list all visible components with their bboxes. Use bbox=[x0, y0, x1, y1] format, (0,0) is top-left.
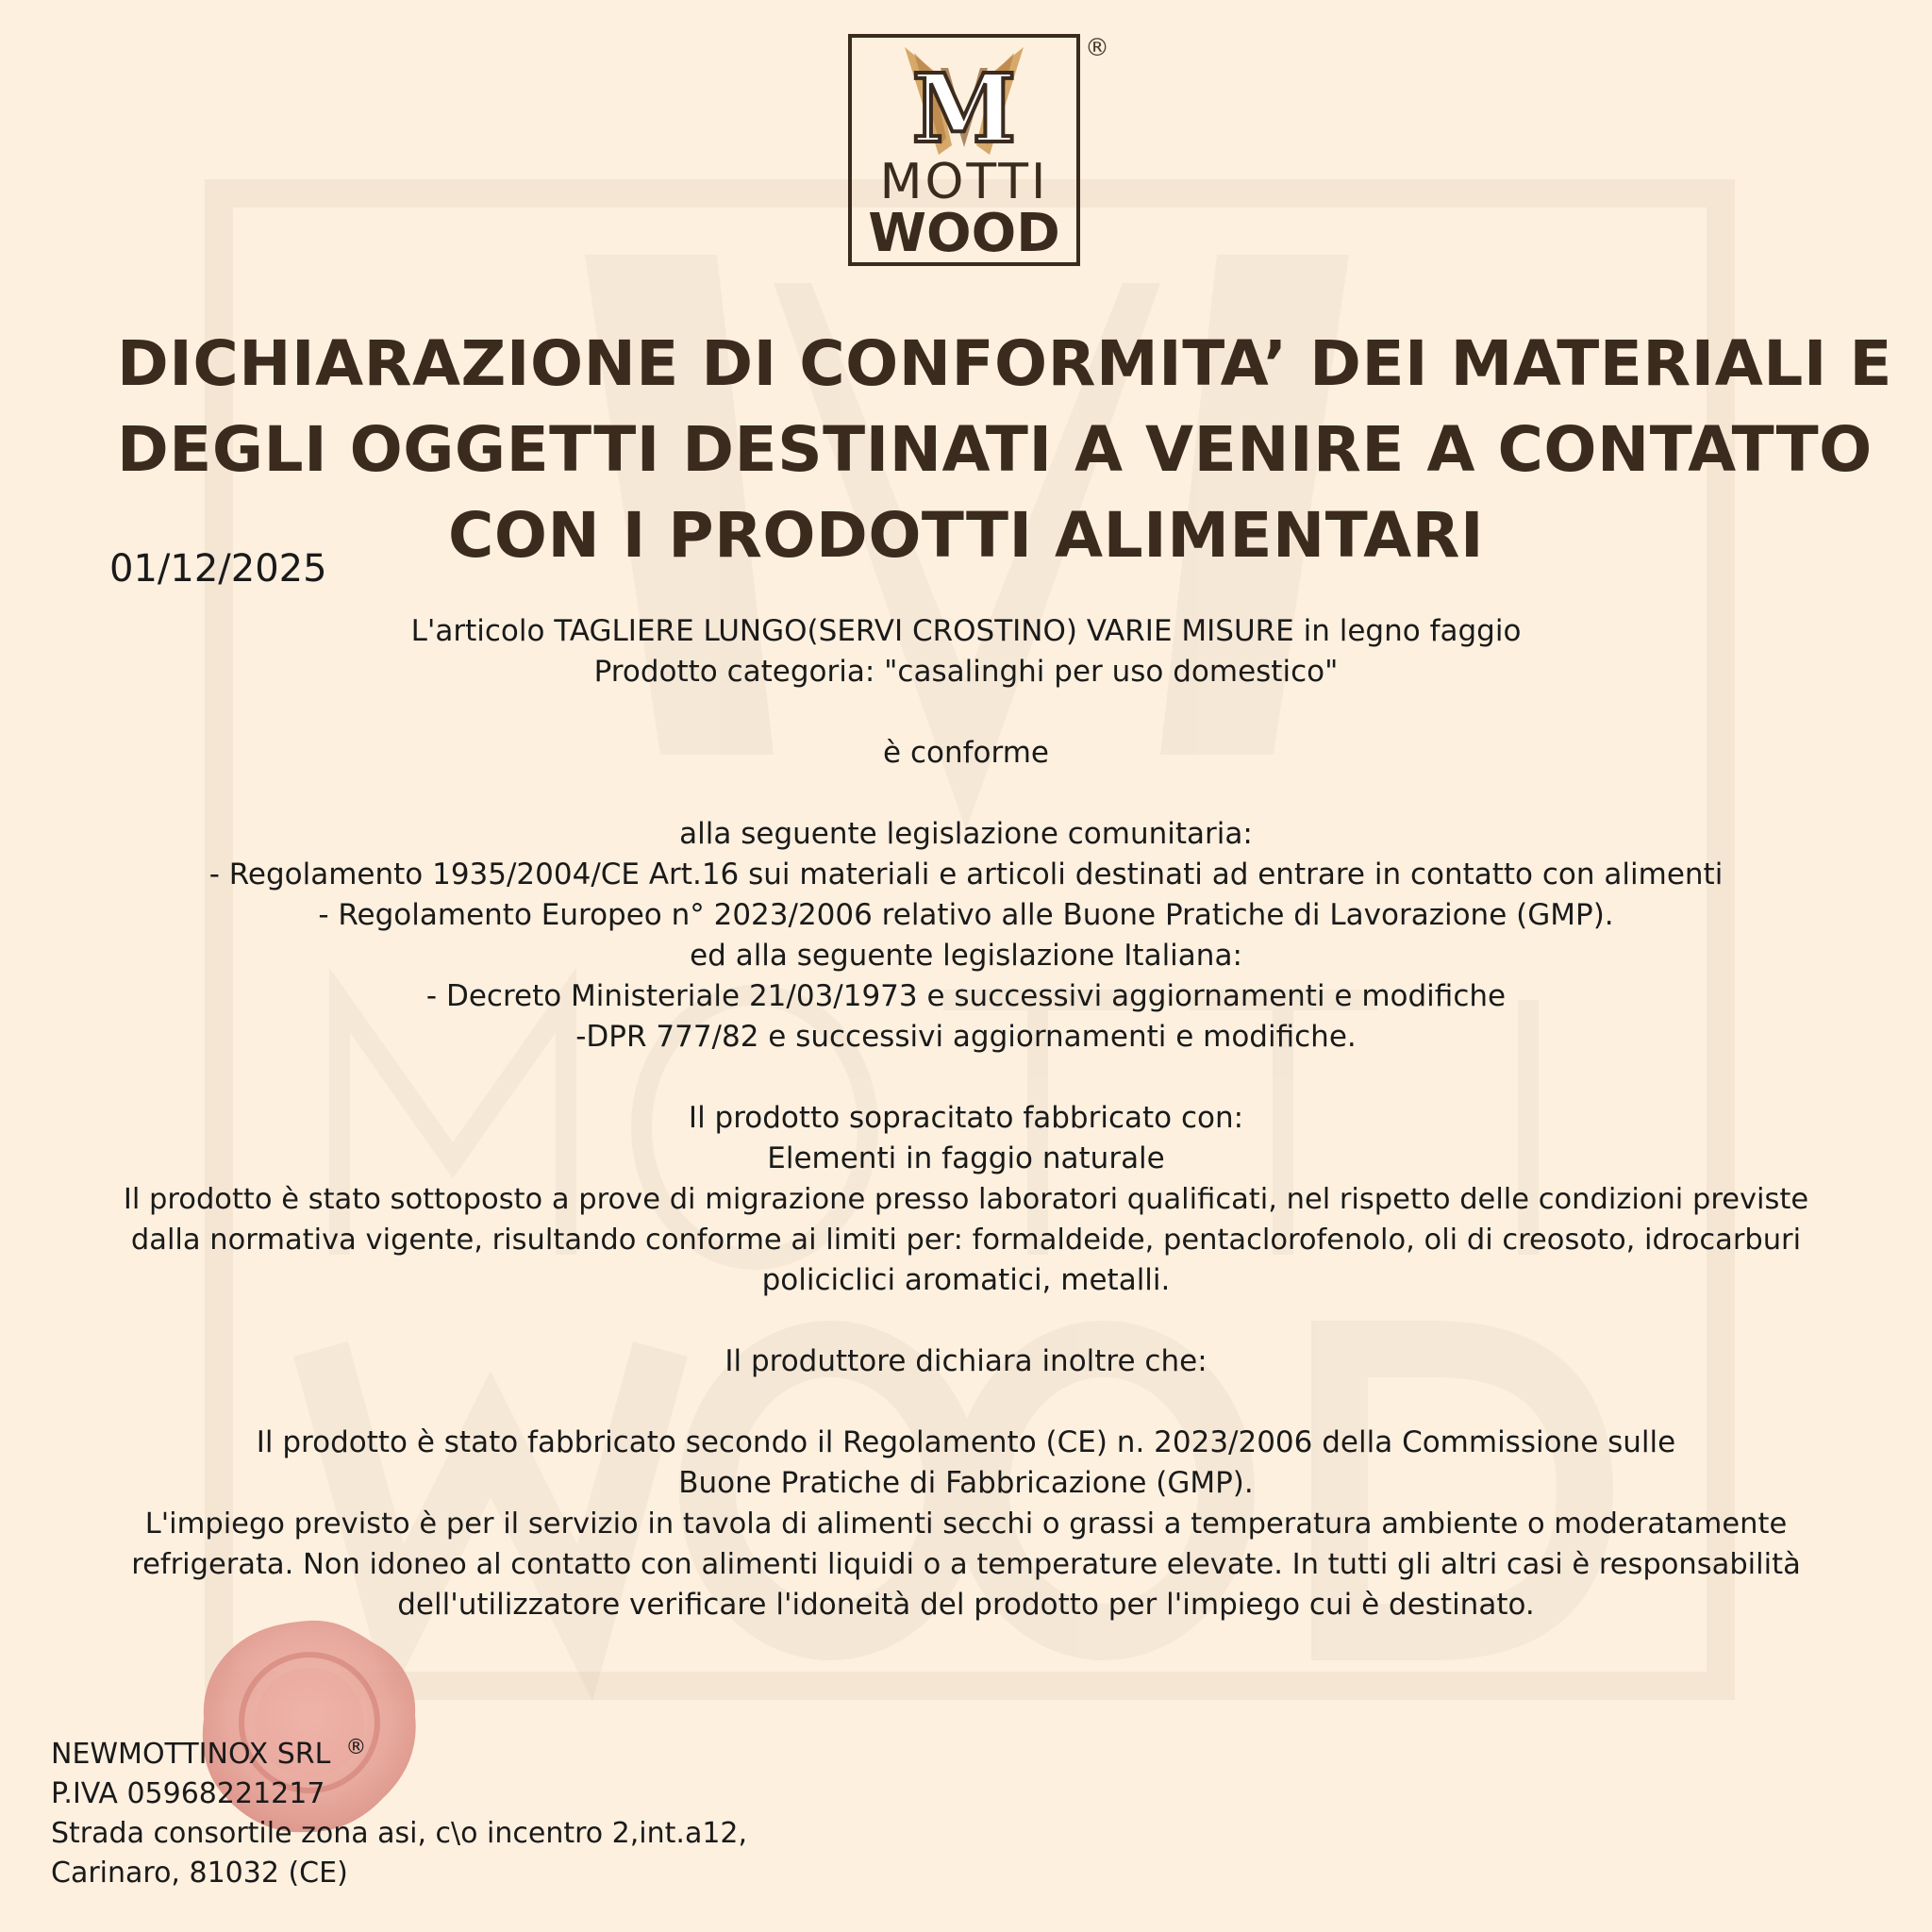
conformity-statement: è conforme bbox=[883, 736, 1049, 770]
eu-regulation-2: - Regolamento Europeo n° 2023/2006 relativo alle Buone Pratiche di Lavorazione (GMP). bbox=[318, 898, 1614, 932]
migration-tests-line-2: dalla normativa vigente, risultando conforme ai limiti per: formaldeide, pentaclorofenolo, oli di creosoto, idrocarburi bbox=[130, 1224, 1802, 1257]
declaration-body bbox=[23, 611, 1909, 1625]
company-name: NEWMOTTINOX SRL bbox=[51, 1738, 331, 1771]
materials: Elementi in faggio naturale bbox=[767, 1141, 1165, 1175]
gmp-statement-line-1: Il prodotto è stato fabbricato secondo il Regolamento (CE) n. 2023/2006 della Commissione sulle bbox=[256, 1425, 1676, 1459]
document-title bbox=[117, 321, 1892, 578]
migration-tests-line-1: Il prodotto è stato sottoposto a prove di migrazione presso laboratori qualificati, nel rispetto delle condizioni previste bbox=[123, 1183, 1809, 1216]
logo-registered-mark: ® bbox=[1085, 34, 1109, 62]
company-footer bbox=[51, 1728, 747, 1893]
intended-use-line-1: L'impiego previsto è per il servizio in tavola di alimenti secchi o grassi a temperatura ambiente o moderatamente bbox=[144, 1507, 1788, 1541]
document-date: 01/12/2025 bbox=[109, 547, 327, 591]
intended-use-line-2: refrigerata. Non idoneo al contatto con alimenti liquidi o a temperature elevate. In tutti gli altri casi è responsabilità bbox=[131, 1548, 1801, 1581]
logo-text-wood: WOOD bbox=[868, 203, 1060, 264]
title-line-2: DEGLI OGGETTI DESTINATI A VENIRE A CONTATTO bbox=[117, 413, 1873, 486]
eu-legislation-intro: alla seguente legislazione comunitaria: bbox=[679, 817, 1253, 851]
company-registered-mark: ® bbox=[345, 1736, 367, 1759]
italian-regulation-1: - Decreto Ministeriale 21/03/1973 e successivi aggiornamenti e modifiche bbox=[425, 979, 1507, 1013]
italian-regulation-2: -DPR 777/82 e successivi aggiornamenti e modifiche. bbox=[575, 1020, 1357, 1054]
producer-declares: Il produttore dichiara inoltre che: bbox=[724, 1344, 1208, 1378]
title-line-3: CON I PRODOTTI ALIMENTARI bbox=[447, 499, 1485, 572]
product-category: Prodotto categoria: "casalinghi per uso domestico" bbox=[593, 655, 1339, 689]
logo-text-motti: MOTTI bbox=[879, 154, 1049, 210]
company-address-2: Carinaro, 81032 (CE) bbox=[51, 1857, 348, 1890]
intended-use-line-3: dell'utilizzatore verificare l'idoneità del prodotto per l'impiego cui è destinato. bbox=[397, 1588, 1535, 1622]
company-address-1: Strada consortile zona asi, c\o incentro 2,int.a12, bbox=[51, 1817, 748, 1850]
mottiwood-logo bbox=[848, 34, 1080, 266]
company-name-line bbox=[51, 1728, 747, 1774]
eu-regulation-1: - Regolamento 1935/2004/CE Art.16 sui materiali e articoli destinati ad entrare in contatto con alimenti bbox=[208, 858, 1724, 891]
italian-legislation-intro: ed alla seguente legislazione Italiana: bbox=[690, 939, 1242, 973]
gmp-statement-line-2: Buone Pratiche di Fabbricazione (GMP). bbox=[678, 1466, 1254, 1500]
materials-intro: Il prodotto sopracitato fabbricato con: bbox=[688, 1101, 1244, 1135]
migration-tests-line-3: policiclici aromatici, metalli. bbox=[761, 1263, 1171, 1297]
article-description: L'articolo TAGLIERE LUNGO(SERVI CROSTINO) VARIE MISURE in legno faggio bbox=[410, 614, 1522, 648]
company-vat: P.IVA 05968221217 bbox=[51, 1777, 325, 1810]
logo-monogram: M bbox=[911, 53, 1017, 164]
title-line-1: DICHIARAZIONE DI CONFORMITA’ DEI MATERIALI E bbox=[117, 327, 1892, 400]
